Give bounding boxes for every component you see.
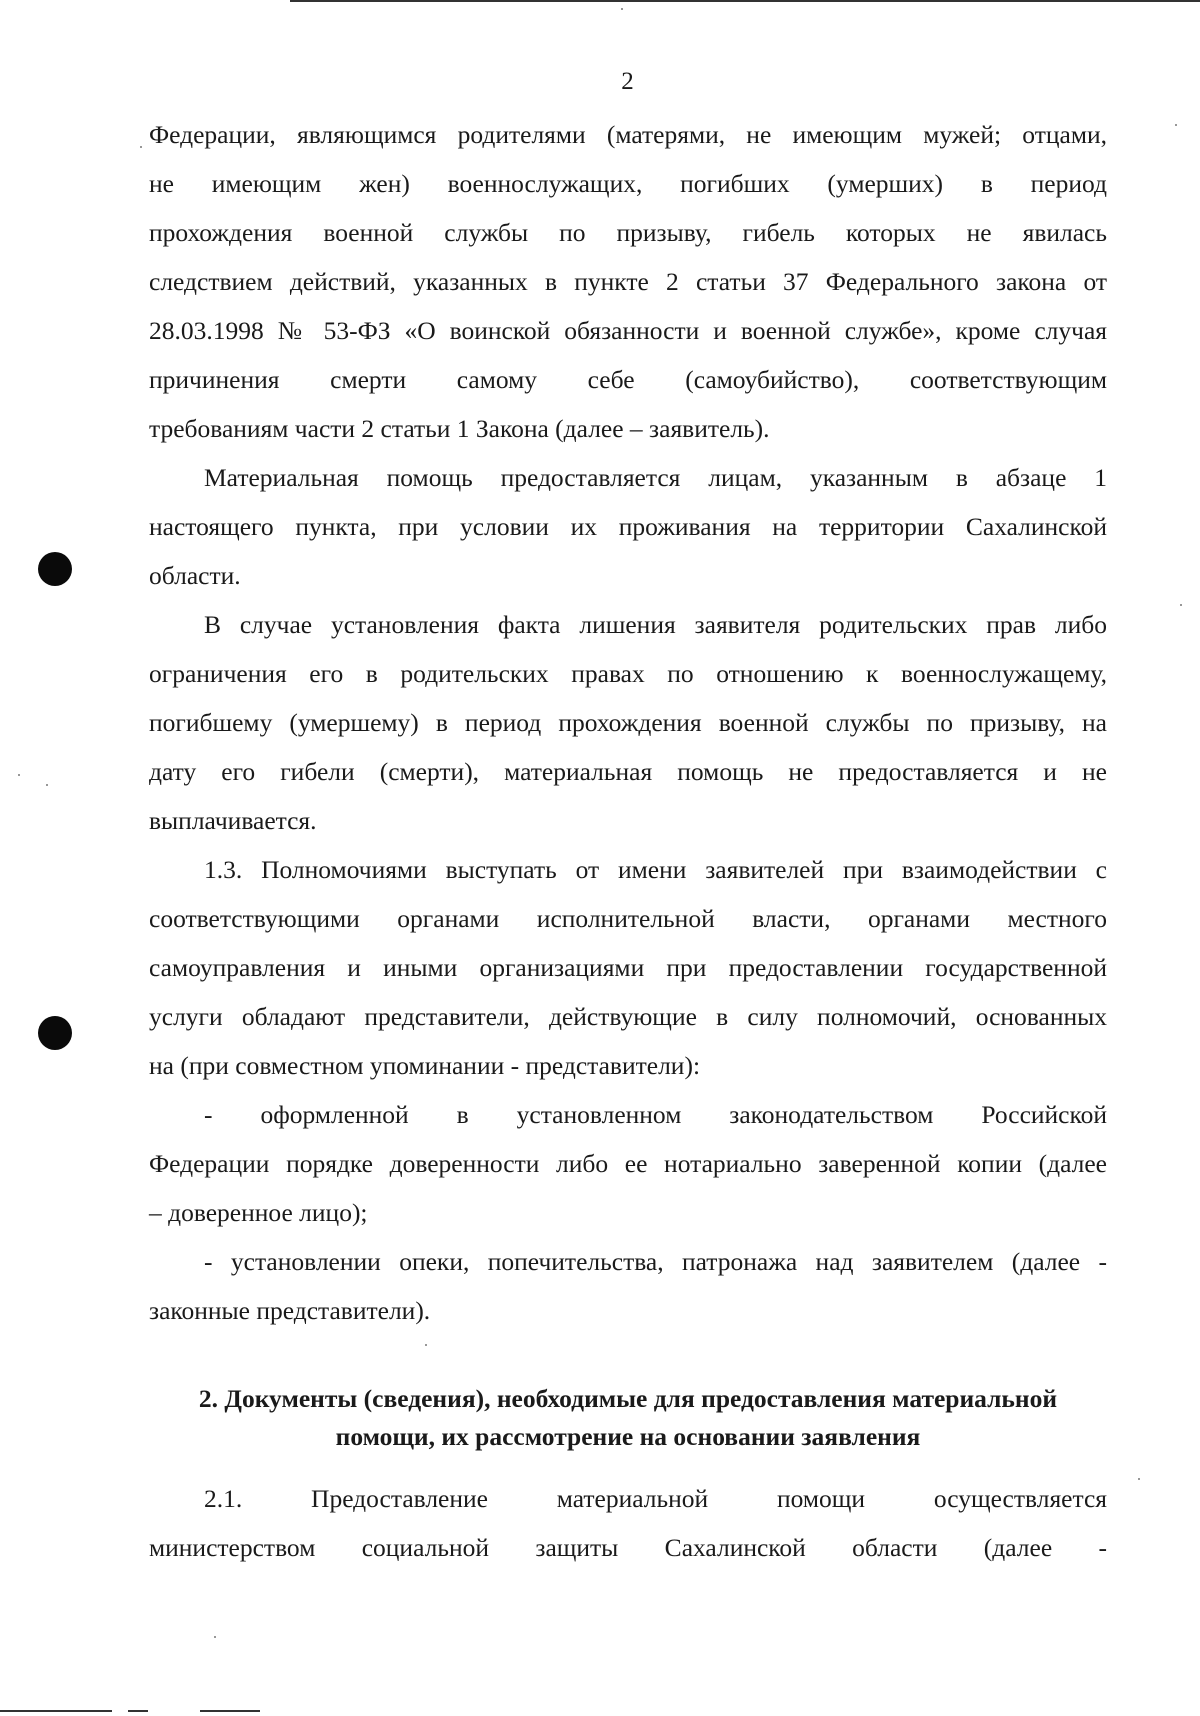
paragraph [149,845,1107,1090]
text-line: 1.3. Полномочиями выступать от имени заявителей при взаимодействии с [204,855,1107,884]
text-line: прохождения военной службы по призыву, гибель которых не явилась [149,218,1107,247]
text-line: соответствующими органами исполнительной власти, органами местного [149,904,1107,933]
scan-speck [46,784,48,786]
text-line: самоуправления и иными организациями при предоставлении государственной [149,953,1107,982]
scan-speck [1180,604,1182,606]
paragraph [149,1474,1107,1572]
text-line: выплачивается. [149,806,317,835]
paragraph [149,600,1107,845]
text-line: министерством социальной защиты Сахалинской области (далее - [149,1533,1107,1562]
scan-speck [140,146,142,148]
bottom-scan-border-mid [128,1710,148,1712]
text-line: В случае установления факта лишения заявителя родительских прав либо [204,610,1107,639]
scan-speck [1138,1478,1140,1480]
text-line: настоящего пункта, при условии их проживания на территории Сахалинской [149,512,1107,541]
heading-line: помощи, их рассмотрение на основании заявления [335,1422,921,1451]
bottom-scan-border-left [0,1710,112,1712]
text-line: на (при совместном упоминании - представители): [149,1051,701,1080]
text-line: Федерации порядке доверенности либо ее нотариально заверенной копии (далее [149,1149,1107,1178]
scan-speck [214,1636,216,1638]
bottom-scan-border-right [200,1710,260,1712]
text-line: - оформленной в установленном законодательством Российской [204,1100,1107,1129]
punch-hole-lower [38,1016,72,1050]
page-number: 2 [621,68,634,95]
text-line: требованиям части 2 статьи 1 Закона (далее – заявитель). [149,414,770,443]
text-line: следствием действий, указанных в пункте 2 статьи 37 Федерального закона от [149,267,1107,296]
text-line: – доверенное лицо); [149,1198,368,1227]
heading-line: 2. Документы (сведения), необходимые для предоставления материальной [198,1384,1058,1413]
paragraph [149,1090,1107,1237]
section-heading [149,1380,1107,1456]
text-line: законные представители). [149,1296,431,1325]
text-line: погибшему (умершему) в период прохождения военной службы по призыву, на [149,708,1107,737]
document-body [149,110,1107,1572]
text-line: Материальная помощь предоставляется лицам, указанным в абзаце 1 [204,463,1107,492]
scan-speck [1175,124,1177,126]
scan-speck [18,774,20,776]
text-line: Федерации, являющимся родителями (матерями, не имеющим мужей; отцами, [149,120,1107,149]
scan-speck [621,8,623,10]
text-line: области. [149,561,241,590]
punch-hole-upper [38,552,72,586]
text-line: не имеющим жен) военнослужащих, погибших (умерших) в период [149,169,1107,198]
text-line: ограничения его в родительских правах по отношению к военнослужащему, [149,659,1107,688]
paragraph [149,1237,1107,1335]
text-line: 28.03.1998 № 53-ФЗ «О воинской обязанности и военной службе», кроме случая [149,316,1107,345]
text-line: причинения смерти самому себе (самоубийство), соответствующим [149,365,1107,394]
text-line: 2.1. Предоставление материальной помощи осуществляется [204,1484,1107,1513]
paragraph [149,453,1107,600]
text-line: - установлении опеки, попечительства, патронажа над заявителем (далее - [204,1247,1107,1276]
text-line: услуги обладают представители, действующие в силу полномочий, основанных [149,1002,1107,1031]
top-scan-border [290,0,1200,2]
text-line: дату его гибели (смерти), материальная помощь не предоставляется и не [149,757,1107,786]
paragraph [149,110,1107,453]
